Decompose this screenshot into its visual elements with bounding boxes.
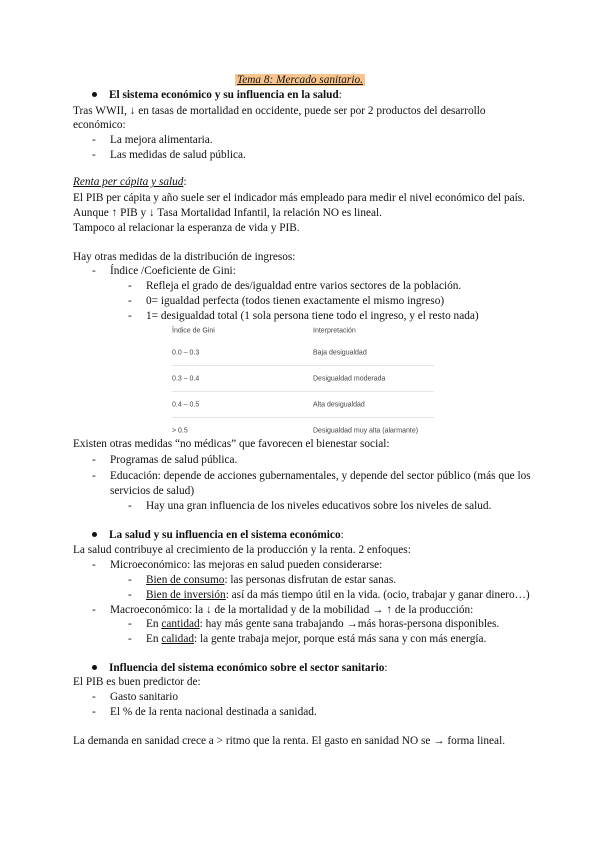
- list-item: - Hay una gran influencia de los niveles educativos sobre los niveles de salud.: [128, 500, 492, 512]
- paragraph: El PIB per cápita y año suele ser el indicador más empleado para medir el nivel económico del país.: [73, 192, 526, 204]
- paragraph: La salud contribuye al crecimiento de la producción y la renta. 2 enfoques:: [73, 544, 411, 556]
- page-title: Tema 8: Mercado sanitario.: [237, 74, 363, 86]
- list-item: - 1= desigualdad total (1 sola persona tiene todo el ingreso, y el resto nada): [128, 310, 479, 322]
- paragraph: económico:: [73, 119, 126, 131]
- list-item: - Refleja el grado de des/igualdad entre varios sectores de la población.: [128, 280, 462, 292]
- table-row: 0.0 – 0.3 Baja desigualdad: [172, 340, 434, 366]
- list-item: - Macroeconómico: la ↓ de la mortalidad y de la mobilidad → ↑ de la producción:: [92, 604, 474, 616]
- paragraph: El PIB es buen predictor de:: [73, 676, 201, 688]
- table-header: Índice de Gini Interpretación: [172, 327, 356, 335]
- list-item: - Índice /Coeficiente de Gini:: [92, 265, 236, 277]
- subheading: Renta per cápita y salud:: [73, 176, 187, 188]
- list-item: - Gasto sanitario: [92, 691, 179, 703]
- list-item-continuation: servicios de salud): [110, 485, 195, 497]
- bullet-icon: [92, 532, 97, 537]
- list-item: - En calidad: la gente trabaja mejor, porque está más sana y con más energía.: [128, 633, 487, 645]
- section-heading-3: Influencia del sistema económico sobre el sector sanitario:: [92, 661, 388, 675]
- table-row: > 0.5 Desigualdad muy alta (alarmante): [172, 427, 419, 434]
- bullet-icon: [92, 92, 97, 97]
- paragraph: Tampoco al relacionar la esperanza de vida y PIB.: [73, 222, 300, 234]
- paragraph: La demanda en sanidad crece a > ritmo que la renta. El gasto en sanidad NO se → forma lineal.: [73, 735, 506, 747]
- list-item: - El % de la renta nacional destinada a sanidad.: [92, 706, 317, 718]
- bullet-icon: [92, 665, 97, 670]
- list-item: - La mejora alimentaria.: [92, 134, 213, 146]
- list-item: - En cantidad: hay más gente sana trabajando →más horas-persona disponibles.: [128, 618, 500, 630]
- list-item: - Microeconómico: las mejoras en salud pueden considerarse:: [92, 559, 383, 571]
- section-heading-2: La salud y su influencia en el sistema económico:: [92, 528, 344, 542]
- paragraph: Hay otras medidas de la distribución de ingresos:: [73, 251, 296, 263]
- paragraph: Tras WWII, ↓ en tasas de mortalidad en occidente, puede ser por 2 productos del desarrollo: [73, 105, 486, 117]
- list-item: - Bien de consumo: las personas disfrutan de estar sanas.: [128, 574, 397, 586]
- list-item: - Bien de inversión: así da más tiempo útil en la vida. (ocio, trabajar y ganar dinero…): [128, 589, 530, 601]
- paragraph: Existen otras medidas “no médicas” que favorecen el bienestar social:: [73, 438, 390, 450]
- table-row: 0.3 – 0.4 Desigualdad moderada: [172, 366, 434, 392]
- list-item: - Programas de salud pública.: [92, 454, 238, 466]
- paragraph: Aunque ↑ PIB y ↓ Tasa Mortalidad Infantil, la relación NO es lineal.: [73, 207, 382, 219]
- section-heading-1: El sistema económico y su influencia en la salud:: [92, 88, 342, 102]
- list-item: - Educación: depende de acciones gubernamentales, y depende del sector público (más que los: [92, 470, 531, 482]
- list-item: - Las medidas de salud pública.: [92, 149, 246, 161]
- list-item: - 0= igualdad perfecta (todos tienen exactamente el mismo ingreso): [128, 295, 445, 307]
- table-row: 0.4 – 0.5 Alta desigualdad: [172, 392, 434, 418]
- gini-table: [172, 322, 434, 443]
